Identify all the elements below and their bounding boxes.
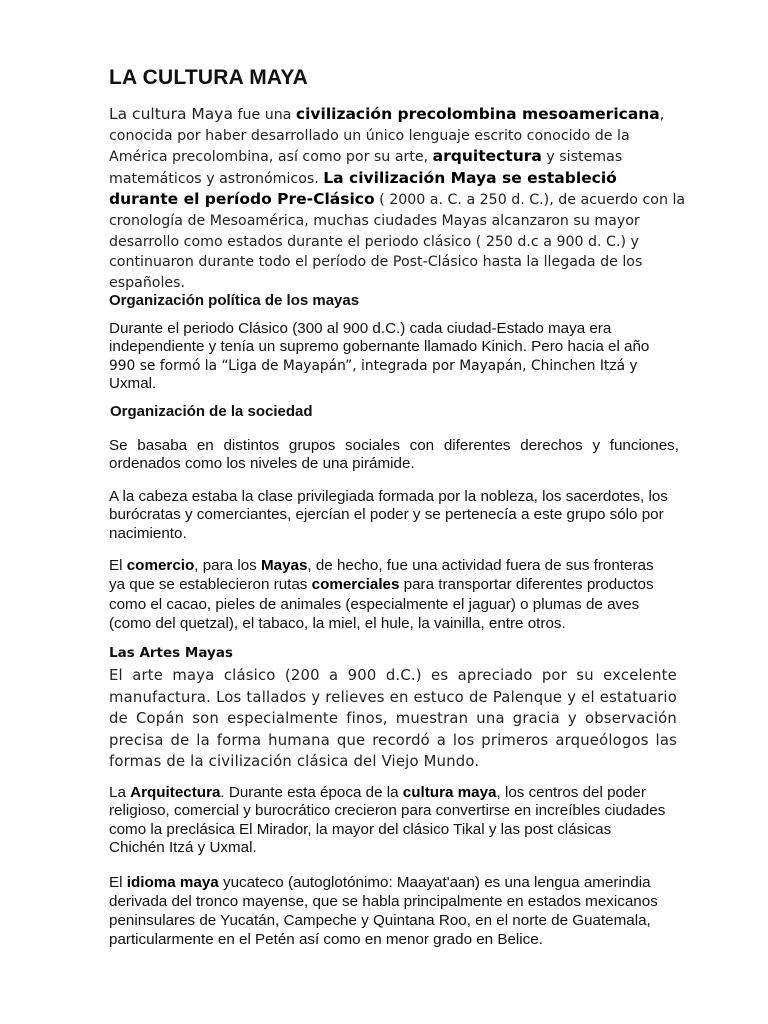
artes-heading: Las Artes Mayas — [109, 645, 233, 661]
page-title: LA CULTURA MAYA — [109, 66, 309, 89]
intro-paragraph: La cultura Maya fue una civilización precolombina mesoamericana, conocida por haber desarrollado un único lenguaje escrito conocido de la América precolombina, así como por su arte, arquitectura y sistemas matemáticos y astronómicos. La civilización Maya se estableció durante el período Pre-Clásico ( 2000 a. C. a 250 d. C.), de acuerdo con la cronología de Mesoamérica, muchas ciudades Mayas alcanzaron su mayor desarrollo como estados durante el periodo clásico ( 250 d.c a 900 d. C.) y continuaron durante todo el período de Post-Clásico hasta la llegada de los españoles. — [109, 105, 686, 291]
arquitectura-paragraph: La Arquitectura. Durante esta época de la cultura maya, los centros del poder religioso, comercial y burocrático crecieron para convertirse en increíbles ciudades como la preclásica El Mirador, la mayor del clásico Tikal y las post clásicas Chichén Itzá y Uxmal. — [109, 784, 666, 856]
artes-paragraph: El arte maya clásico (200 a 900 d.C.) es apreciado por su excelente manufactura. Los tallados y relieves en estuco de Palenque y el estatuario de Copán son especialmente finos, muestran una gracia y observación precisa de la forma humana que recordó a los primeros arqueólogos las formas de la civilización clásica del Viejo Mundo. — [109, 667, 677, 770]
idioma-paragraph: El idioma maya yucateco (autoglotónimo: Maayat'aan) es una lengua amerindia derivada del tronco mayense, que se habla principalmente en estados mexicanos peninsulares de Yucatán, Campeche y Quintana Roo, en el norte de Guatemala, particularmente en el Petén así como en menor grado en Belice. — [109, 874, 658, 948]
sociedad-heading: Organización de la sociedad — [110, 403, 313, 420]
politica-heading: Organización política de los mayas — [109, 292, 360, 309]
politica-paragraph: Durante el periodo Clásico (300 al 900 d.C.) cada ciudad-Estado maya era independiente y tenía un supremo gobernante llamado Kinich. Pero hacia el año 990 se formó la “Liga de Mayapán”, integrada por Mayapán, Chinchen Itzá y Uxmal. — [109, 320, 650, 392]
comercio-paragraph: El comercio, para los Mayas, de hecho, fue una actividad fuera de sus fronteras ya que se establecieron rutas comerciales para transportar diferentes productos como el cacao, pieles de animales (especialmente el jaguar) o plumas de aves (como del quetzal), el tabaco, la miel, el hule, la vainilla, entre otros. — [109, 557, 654, 632]
sociedad-paragraph-1: Se basaba en distintos grupos sociales con diferentes derechos y funciones, ordenados como los niveles de una pirámide. — [109, 437, 679, 473]
sociedad-paragraph-2: A la cabeza estaba la clase privilegiada formada por la nobleza, los sacerdotes, los burócratas y comerciantes, ejercían el poder y se pertenecía a este grupo sólo por nacimiento. — [109, 488, 668, 542]
